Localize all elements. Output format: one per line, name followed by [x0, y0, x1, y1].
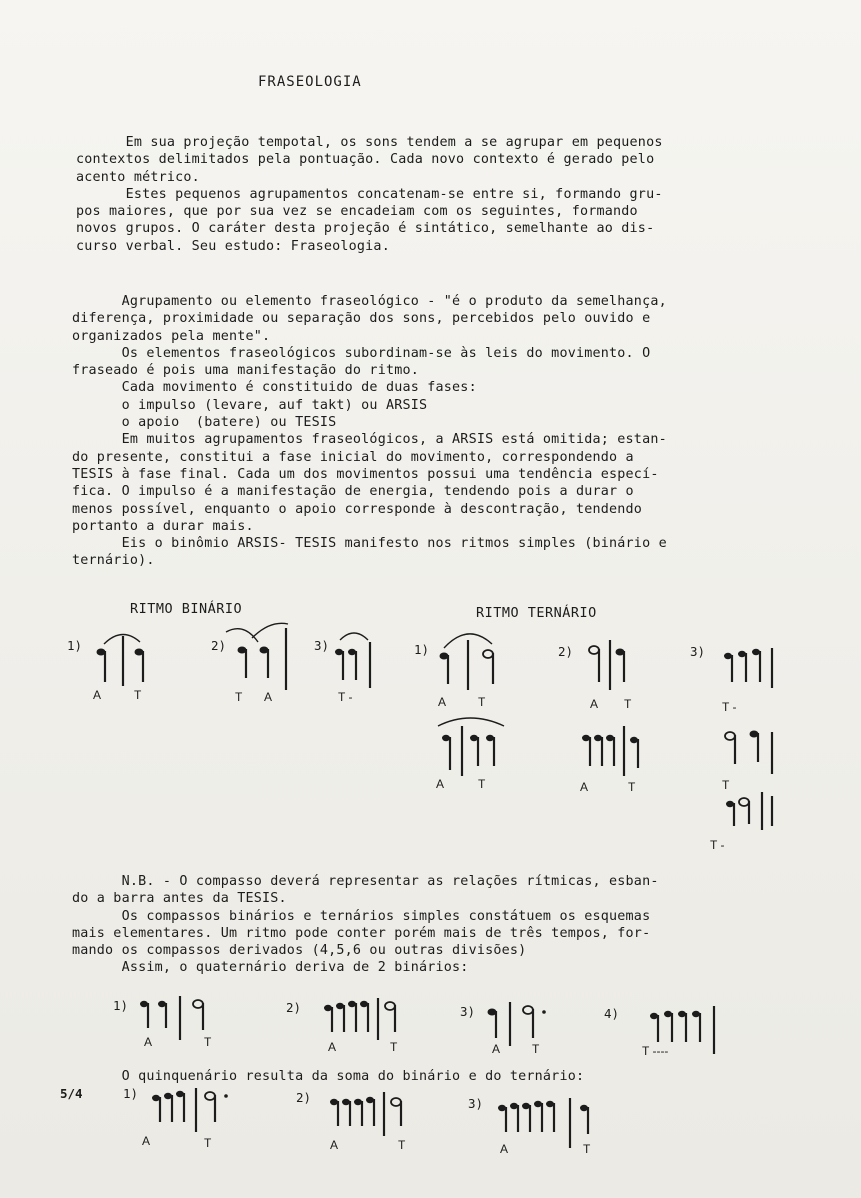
- label-t: T: [398, 1138, 406, 1152]
- ternary-example-2-notation: [580, 630, 640, 695]
- text-line: menos possível, enquanto o apoio corresponde à descontração, tendendo: [72, 501, 643, 517]
- label-a: A: [264, 690, 273, 704]
- text-line: do presente, constitui a fase inicial do movimento, correspondendo a: [72, 449, 634, 465]
- ternary-example-2b-notation: [578, 718, 648, 783]
- text-line: Cada movimento é constituido de duas fases:: [72, 380, 477, 396]
- text-line: o impulso (levare, auf takt) ou ARSIS: [72, 397, 428, 413]
- label-a: A: [93, 688, 102, 702]
- meter-label: 5/4: [60, 1086, 83, 1101]
- label-t: T: [624, 697, 632, 711]
- label-a: A: [144, 1035, 153, 1049]
- label-t: T: [478, 695, 486, 709]
- text-line: Estes pequenos agrupamentos concatenam-se entre si, formando gru-: [76, 186, 663, 202]
- ternary-example-3-notation: [718, 636, 788, 696]
- example-number: 3): [468, 1096, 484, 1111]
- ternary-example-3c-notation: [718, 786, 788, 836]
- ternary-example-1b-notation: [432, 712, 512, 780]
- text-line: fica. O impulso é a manifestação de energia, tendendo pois a durar o: [72, 484, 634, 500]
- label-t-dash: T ----: [642, 1044, 669, 1058]
- label-t: T: [532, 1042, 540, 1056]
- example-number: 1): [113, 998, 129, 1013]
- paragraph-grouping: [72, 293, 667, 570]
- label-t-dash: T -: [710, 838, 725, 852]
- example-number: 2): [296, 1090, 312, 1105]
- label-a: A: [500, 1142, 509, 1156]
- example-number: 3): [314, 638, 330, 653]
- label-t: T: [722, 778, 730, 792]
- heading-binary-rhythm: RITMO BINÁRIO: [130, 601, 243, 617]
- label-t: T: [204, 1136, 212, 1150]
- text-line: contextos delimitados pela pontuação. Cada novo contexto é gerado pelo: [76, 152, 655, 168]
- label-a: A: [438, 695, 447, 709]
- example-number: 2): [211, 638, 227, 653]
- label-a: A: [330, 1138, 339, 1152]
- label-t: T: [235, 690, 243, 704]
- ternary-example-1-notation: [430, 622, 510, 694]
- text-line: Eis o binômio ARSIS- TESIS manifesto nos ritmos simples (binário e: [72, 536, 667, 552]
- text-line: Assim, o quaternário deriva de 2 binários:: [72, 960, 469, 976]
- example-number: 2): [286, 1000, 302, 1015]
- example-number: 1): [123, 1086, 139, 1101]
- label-t: T: [628, 780, 636, 794]
- text-line: curso verbal. Seu estudo: Fraseologia.: [76, 238, 390, 254]
- text-line: Os elementos fraseológicos subordinam-se às leis do movimento. O: [72, 345, 651, 361]
- label-t: T: [583, 1142, 591, 1156]
- label-a: A: [590, 697, 599, 711]
- label-a: A: [580, 780, 589, 794]
- text-line: diferença, proximidade ou separação dos sons, percebidos pelo ouvido e: [72, 311, 651, 327]
- label-t: T: [478, 777, 486, 791]
- text-line: fraseado é pois uma manifestação do ritmo.: [72, 363, 419, 379]
- text-line: Em muitos agrupamentos fraseológicos, a ARSIS está omitida; estan-: [72, 432, 667, 448]
- label-t-dash: T -: [338, 690, 353, 704]
- quinary-example-2-notation: [326, 1084, 416, 1144]
- text-line: TESIS à fase final. Cada um dos movimentos possui uma tendência especí-: [72, 466, 659, 482]
- ternary-example-3b-notation: [718, 722, 788, 780]
- text-line: mando os compassos derivados (4,5,6 ou outras divisões): [72, 943, 527, 959]
- example-number: 3): [460, 1004, 476, 1019]
- example-number: 4): [604, 1006, 620, 1021]
- label-a: A: [142, 1134, 151, 1148]
- binary-example-1-notation: [90, 620, 160, 690]
- text-line: Em sua projeção tempotal, os sons tendem a se agrupar em pequenos: [76, 135, 663, 150]
- paragraph-quinary: O quinquenário resulta da soma do binário e do ternário:: [72, 1069, 585, 1084]
- text-line: do a barra antes da TESIS.: [72, 891, 287, 907]
- quinary-example-1-notation: [148, 1080, 248, 1140]
- text-line: Os compassos binários e ternários simples constátuem os esquemas: [72, 908, 651, 924]
- label-a: A: [436, 777, 445, 791]
- text-line: mais elementares. Um ritmo pode conter porém mais de três tempos, for-: [72, 925, 651, 941]
- example-number: 1): [414, 642, 430, 657]
- binary-example-2-notation: [222, 618, 302, 693]
- text-line: o apoio (batere) ou TESIS: [72, 415, 337, 431]
- label-a: A: [328, 1040, 337, 1054]
- text-line: portanto a durar mais.: [72, 518, 254, 534]
- label-t-dash: T -: [722, 700, 737, 714]
- label-t: T: [204, 1035, 212, 1049]
- text-line: pos maiores, que por sua vez se encadeiam com os seguintes, formando: [76, 204, 638, 220]
- paragraph-nota-bene: [72, 873, 659, 977]
- text-line: ternário).: [72, 553, 155, 569]
- label-t: T: [390, 1040, 398, 1054]
- label-t: T: [134, 688, 142, 702]
- label-a: A: [492, 1042, 501, 1056]
- text-line: organizados pela mente".: [72, 328, 271, 344]
- text-line: acento métrico.: [76, 169, 200, 185]
- text-line: Agrupamento ou elemento fraseológico - "é o produto da semelhança,: [72, 294, 667, 309]
- paragraph-intro: [76, 134, 663, 255]
- text-line: N.B. - O compasso deverá representar as relações rítmicas, esban-: [72, 874, 659, 889]
- heading-ternary-rhythm: RITMO TERNÁRIO: [476, 605, 597, 621]
- text-line: novos grupos. O caráter desta projeção é sintático, semelhante ao dis-: [76, 221, 655, 237]
- binary-example-3-notation: [330, 622, 380, 692]
- example-number: 2): [558, 644, 574, 659]
- example-number: 1): [67, 638, 83, 653]
- example-number: 3): [690, 644, 706, 659]
- page-title: FRASEOLOGIA: [258, 74, 362, 90]
